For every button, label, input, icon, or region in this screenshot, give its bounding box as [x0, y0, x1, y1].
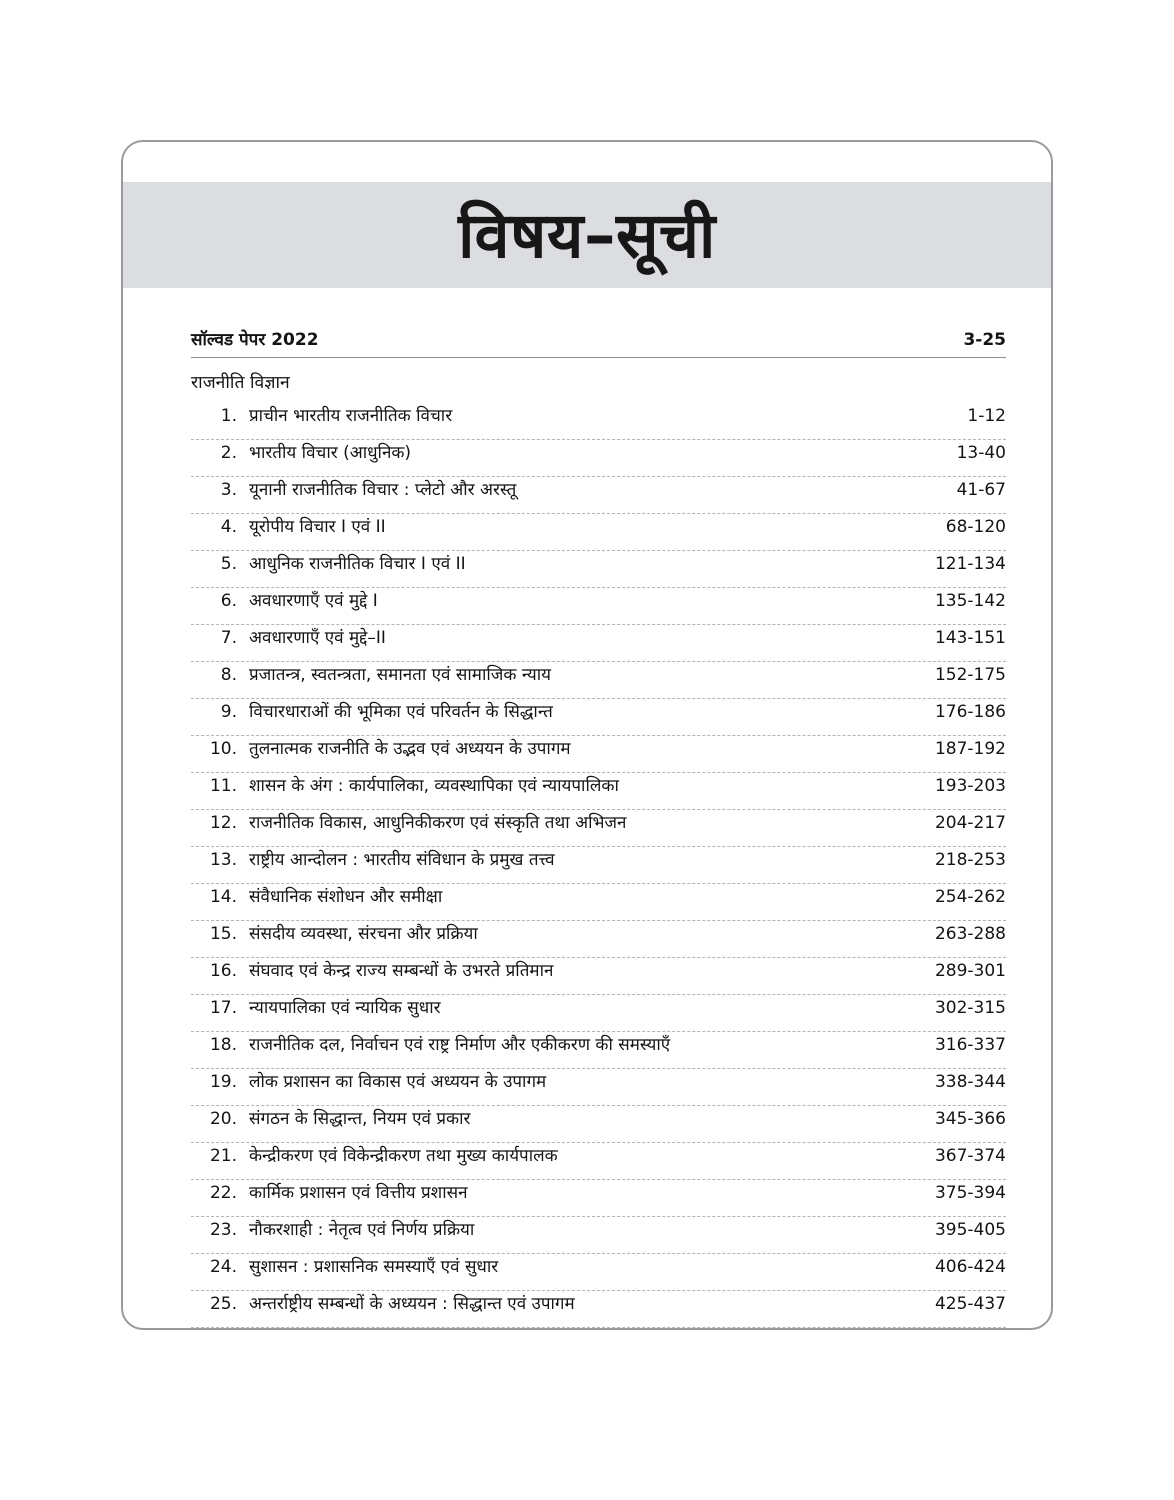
- toc-entry-title: विचारधाराओं की भूमिका एवं परिवर्तन के सिद्धान्त: [249, 702, 553, 722]
- toc-entry[interactable]: [191, 699, 1006, 736]
- toc-page-sheet: [121, 140, 1053, 1330]
- solved-paper-label: सॉल्वड पेपर 2022: [191, 330, 319, 350]
- toc-entry-title: यूरोपीय विचार I एवं II: [249, 517, 386, 537]
- toc-entry-number: 14.: [209, 887, 237, 907]
- toc-entry-number: 19.: [209, 1072, 237, 1092]
- toc-entry-pages: 193-203: [934, 776, 1006, 796]
- toc-entry-pages: 425-437: [934, 1294, 1006, 1314]
- toc-entry-pages: 121-134: [934, 554, 1006, 574]
- toc-entry-pages: 367-374: [934, 1146, 1006, 1166]
- toc-entry-number: 20.: [209, 1109, 237, 1129]
- toc-entry-number: 23.: [209, 1220, 237, 1240]
- toc-entry-title: संवैधानिक संशोधन और समीक्षा: [249, 887, 443, 907]
- toc-entry-number: 11.: [209, 776, 237, 796]
- toc-entry[interactable]: [191, 625, 1006, 662]
- toc-entry-number: 13.: [209, 850, 237, 870]
- toc-entry-pages: 395-405: [934, 1220, 1006, 1240]
- toc-entry-pages: 254-262: [934, 887, 1006, 907]
- title-band: [123, 182, 1051, 288]
- toc-entry-title: नौकरशाही : नेतृत्व एवं निर्णय प्रक्रिया: [249, 1220, 475, 1240]
- toc-entry-pages: 176-186: [934, 702, 1006, 722]
- toc-entry-pages: 187-192: [934, 739, 1006, 759]
- toc-entry-pages: 68-120: [945, 517, 1006, 537]
- toc-entry-pages: 263-288: [934, 924, 1006, 944]
- toc-entry-number: 18.: [209, 1035, 237, 1055]
- toc-entry[interactable]: [191, 662, 1006, 699]
- toc-entry-pages: 204-217: [934, 813, 1006, 833]
- toc-entry[interactable]: [191, 514, 1006, 551]
- toc-entry-number: 4.: [220, 517, 237, 537]
- toc-entry-number: 7.: [220, 628, 237, 648]
- toc-entry-pages: 41-67: [956, 480, 1006, 500]
- toc-entry-title: अवधारणाएँ एवं मुद्दे I: [249, 591, 378, 611]
- toc-entry[interactable]: [191, 1106, 1006, 1143]
- toc-entry[interactable]: [191, 1217, 1006, 1254]
- toc-entry-pages: 338-344: [934, 1072, 1006, 1092]
- toc-entry-title: प्रजातन्त्र, स्वतन्त्रता, समानता एवं सामाजिक न्याय: [249, 665, 551, 685]
- toc-entry[interactable]: [191, 551, 1006, 588]
- toc-entry-number: 9.: [220, 702, 237, 722]
- toc-entry[interactable]: [191, 1291, 1006, 1328]
- toc-entry[interactable]: [191, 1143, 1006, 1180]
- toc-entry-title: अन्तर्राष्ट्रीय सम्बन्धों के अध्ययन : सिद्धान्त एवं उपागम: [249, 1294, 575, 1314]
- toc-entry[interactable]: [191, 440, 1006, 477]
- toc-content: [191, 327, 1006, 1328]
- toc-entry-number: 25.: [209, 1294, 237, 1314]
- toc-entry[interactable]: [191, 773, 1006, 810]
- solved-paper-pages: 3-25: [963, 330, 1006, 350]
- toc-entry-title: कार्मिक प्रशासन एवं वित्तीय प्रशासन: [249, 1183, 468, 1203]
- toc-entry[interactable]: [191, 1069, 1006, 1106]
- toc-entry-title: संगठन के सिद्धान्त, नियम एवं प्रकार: [249, 1109, 471, 1129]
- toc-entry-pages: 1-12: [967, 406, 1006, 426]
- toc-entry-pages: 152-175: [934, 665, 1006, 685]
- toc-entry-number: 24.: [209, 1257, 237, 1277]
- toc-entry-title: भारतीय विचार (आधुनिक): [249, 443, 412, 463]
- toc-entry-title: सुशासन : प्रशासनिक समस्याएँ एवं सुधार: [249, 1257, 499, 1277]
- toc-entry-title: राजनीतिक विकास, आधुनिकीकरण एवं संस्कृति तथा अभिजन: [249, 813, 627, 833]
- toc-entry-pages: 345-366: [934, 1109, 1006, 1129]
- toc-entry-title: लोक प्रशासन का विकास एवं अध्ययन के उपागम: [249, 1072, 547, 1092]
- page-title: विषय–सूची: [458, 198, 716, 272]
- toc-entry-title: केन्द्रीकरण एवं विकेन्द्रीकरण तथा मुख्य कार्यपालक: [249, 1146, 558, 1166]
- toc-entry[interactable]: [191, 847, 1006, 884]
- toc-entry[interactable]: [191, 1180, 1006, 1217]
- toc-entry-pages: 316-337: [934, 1035, 1006, 1055]
- toc-entry[interactable]: [191, 884, 1006, 921]
- toc-entry-number: 8.: [220, 665, 237, 685]
- toc-entry-title: प्राचीन भारतीय राजनीतिक विचार: [249, 406, 453, 426]
- toc-entry-number: 12.: [209, 813, 237, 833]
- toc-entry-pages: 289-301: [934, 961, 1006, 981]
- toc-entry-title: तुलनात्मक राजनीति के उद्भव एवं अध्ययन के उपागम: [249, 739, 571, 759]
- toc-entry-title: राजनीतिक दल, निर्वाचन एवं राष्ट्र निर्माण और एकीकरण की समस्याएँ: [249, 1035, 671, 1055]
- toc-entry-number: 5.: [220, 554, 237, 574]
- toc-entry[interactable]: [191, 958, 1006, 995]
- toc-entry[interactable]: [191, 588, 1006, 625]
- toc-entry-title: आधुनिक राजनीतिक विचार I एवं II: [249, 554, 466, 574]
- toc-entry-pages: 375-394: [934, 1183, 1006, 1203]
- toc-entry[interactable]: [191, 810, 1006, 847]
- toc-entry-pages: 406-424: [934, 1257, 1006, 1277]
- toc-entry[interactable]: [191, 921, 1006, 958]
- toc-entry-number: 2.: [220, 443, 237, 463]
- toc-entry-title: शासन के अंग : कार्यपालिका, व्यवस्थापिका एवं न्यायपालिका: [249, 776, 619, 796]
- toc-entry-number: 17.: [209, 998, 237, 1018]
- toc-entry-pages: 13-40: [956, 443, 1006, 463]
- toc-entry[interactable]: [191, 736, 1006, 773]
- toc-entry[interactable]: [191, 1254, 1006, 1291]
- toc-entry-number: 1.: [220, 406, 237, 426]
- toc-entry-pages: 218-253: [934, 850, 1006, 870]
- subject-heading: राजनीति विज्ञान: [191, 373, 290, 393]
- toc-entry[interactable]: [191, 995, 1006, 1032]
- toc-entry-pages: 135-142: [934, 591, 1006, 611]
- solved-paper-row: [191, 327, 1006, 358]
- toc-entry-title: अवधारणाएँ एवं मुद्दे–II: [249, 628, 386, 648]
- toc-entry-pages: 302-315: [934, 998, 1006, 1018]
- toc-entry[interactable]: [191, 403, 1006, 440]
- toc-entry-number: 6.: [220, 591, 237, 611]
- toc-list: [191, 403, 1006, 1328]
- toc-entry-title: संघवाद एवं केन्द्र राज्य सम्बन्धों के उभरते प्रतिमान: [249, 961, 554, 981]
- toc-entry-number: 3.: [220, 480, 237, 500]
- toc-entry-pages: 143-151: [934, 628, 1006, 648]
- toc-entry-number: 10.: [209, 739, 237, 759]
- toc-entry-title: राष्ट्रीय आन्दोलन : भारतीय संविधान के प्रमुख तत्त्व: [249, 850, 555, 870]
- toc-entry-title: यूनानी राजनीतिक विचार : प्लेटो और अरस्तू: [249, 480, 517, 500]
- toc-entry[interactable]: [191, 1032, 1006, 1069]
- toc-entry-number: 15.: [209, 924, 237, 944]
- toc-entry[interactable]: [191, 477, 1006, 514]
- toc-entry-number: 16.: [209, 961, 237, 981]
- toc-entry-number: 21.: [209, 1146, 237, 1166]
- toc-entry-title: न्यायपालिका एवं न्यायिक सुधार: [249, 998, 441, 1018]
- toc-entry-title: संसदीय व्यवस्था, संरचना और प्रक्रिया: [249, 924, 478, 944]
- toc-entry-number: 22.: [209, 1183, 237, 1203]
